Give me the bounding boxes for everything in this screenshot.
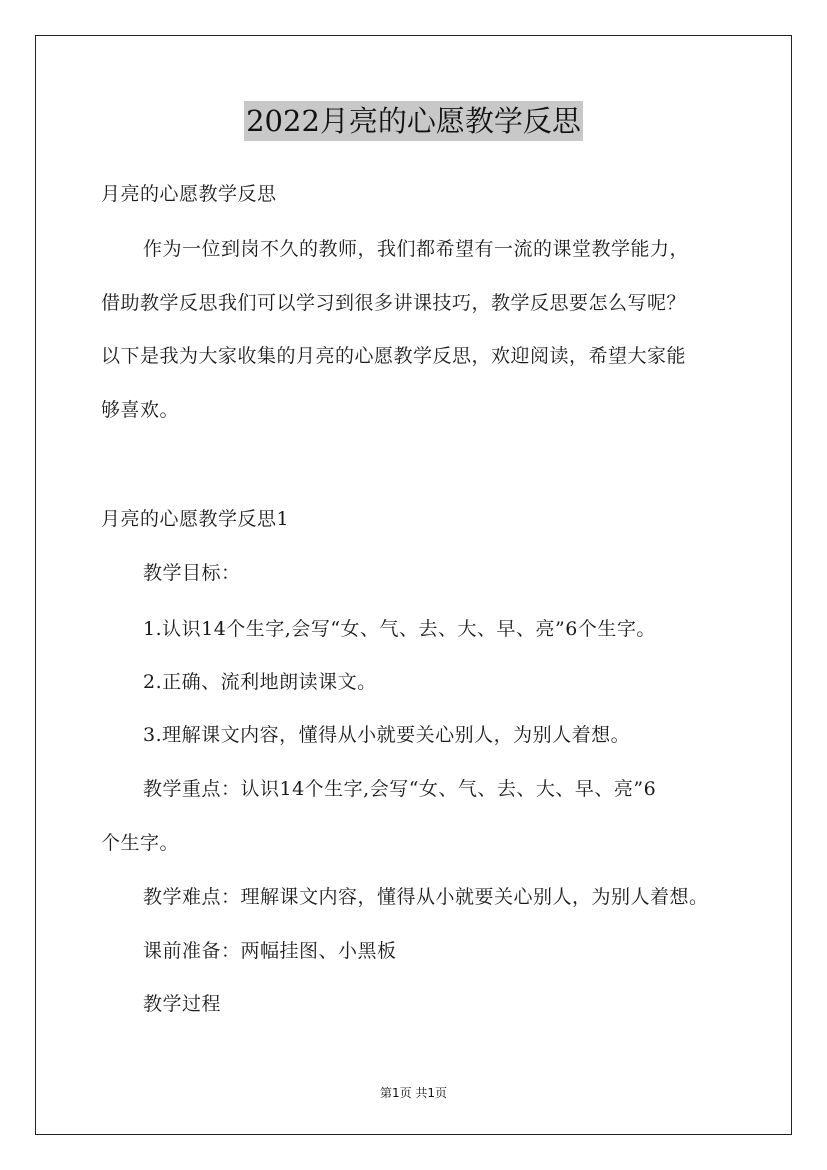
list-item: 1.认识14个生字,会写“女、气、去、大、早、亮”6个生字。 <box>143 618 656 640</box>
paragraph-line: 教学重点：认识14个生字,会写“女、气、去、大、早、亮”6 <box>143 778 657 800</box>
list-item: 3.理解课文内容，懂得从小就要关心别人，为别人着想。 <box>143 724 631 746</box>
paragraph-line: 够喜欢。 <box>101 399 180 421</box>
paragraph-line: 教学目标： <box>143 562 241 584</box>
paragraph-line: 教学过程 <box>143 993 222 1015</box>
list-item: 2.正确、流利地朗读课文。 <box>143 671 377 693</box>
section-heading: 月亮的心愿教学反思1 <box>101 508 290 530</box>
paragraph-line: 教学难点：理解课文内容，懂得从小就要关心别人，为别人着想。 <box>143 886 709 908</box>
paragraph-line: 以下是我为大家收集的月亮的心愿教学反思，欢迎阅读，希望大家能 <box>101 345 687 367</box>
section-heading: 月亮的心愿教学反思 <box>101 183 277 205</box>
page-footer: 第1页 共1页 <box>379 1086 448 1100</box>
paragraph-line: 作为一位到岗不久的教师，我们都希望有一流的课堂教学能力， <box>143 238 690 260</box>
paragraph-line: 个生字。 <box>101 832 180 854</box>
document-title: 2022月亮的心愿教学反思 <box>244 101 583 141</box>
paragraph-line: 借助教学反思我们可以学习到很多讲课技巧，教学反思要怎么写呢？ <box>101 292 687 314</box>
title-container <box>0 101 827 141</box>
paragraph-line: 课前准备：两幅挂图、小黑板 <box>143 940 397 962</box>
